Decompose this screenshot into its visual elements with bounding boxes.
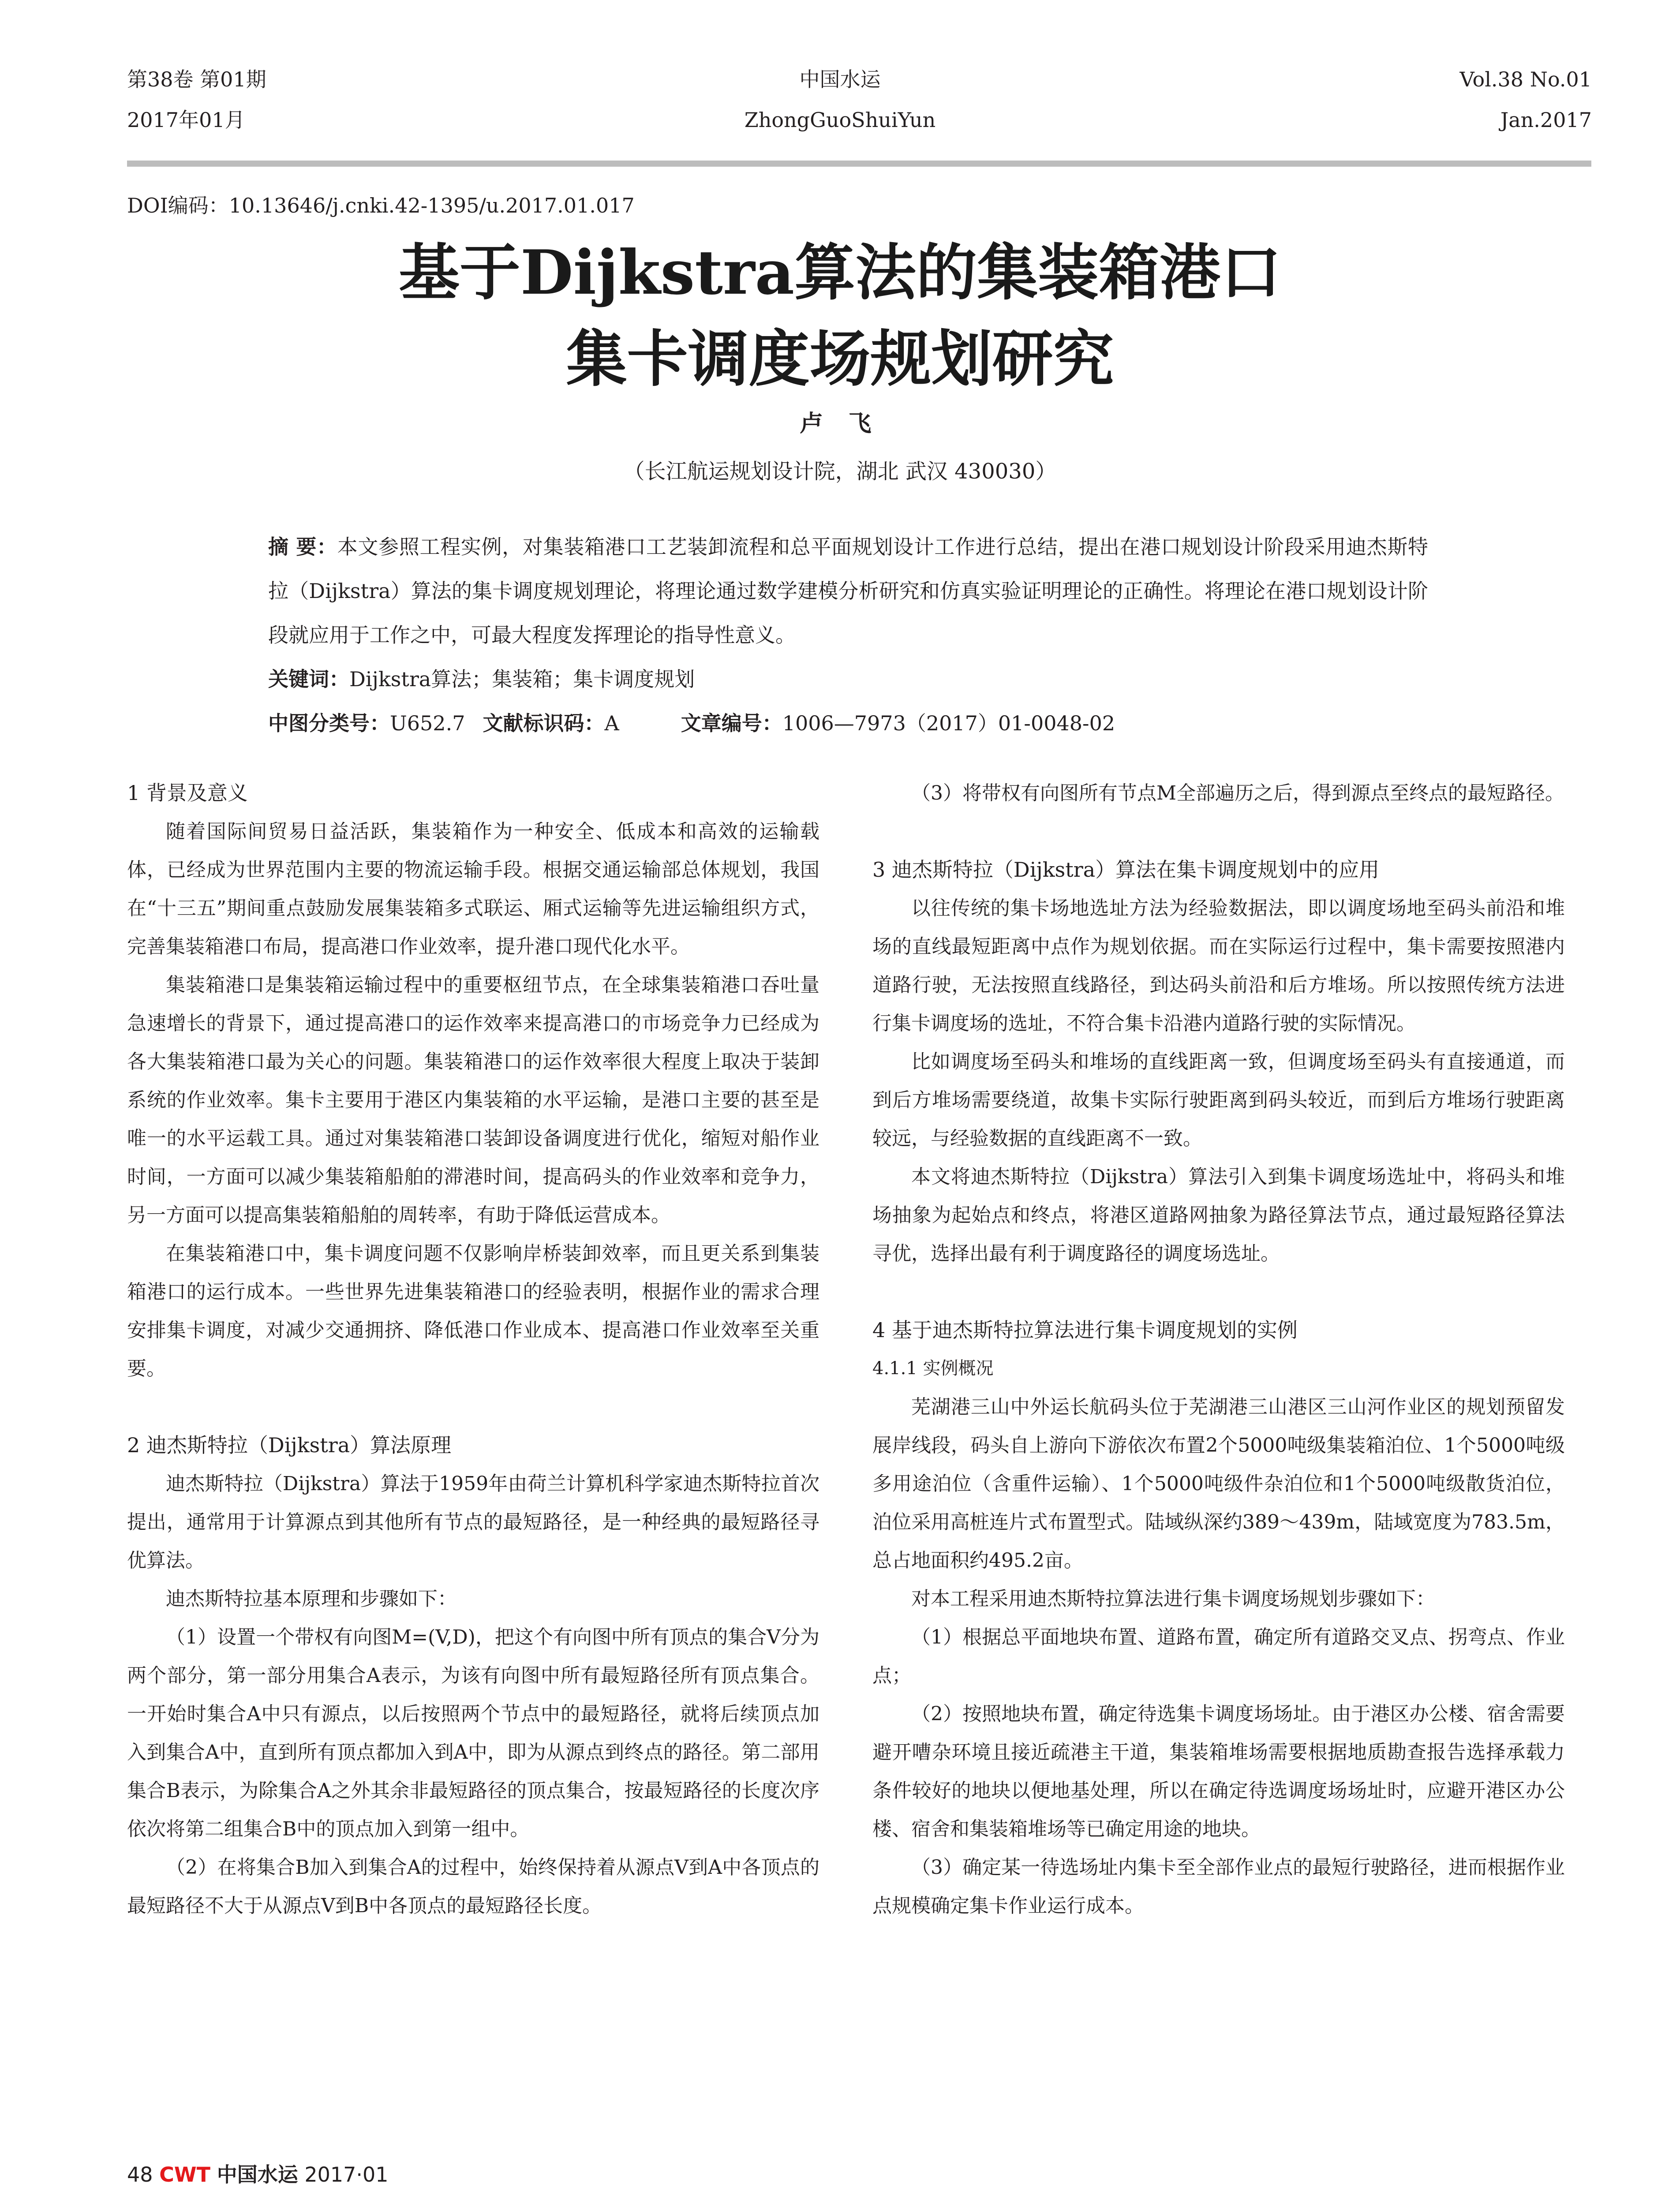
section-2-heading: 2 迪杰斯特拉（Dijkstra）算法原理 — [127, 1433, 452, 1457]
abstract-paragraph — [268, 525, 1428, 657]
keywords-line — [268, 657, 1428, 701]
section-4-paragraph: （1）根据总平面地块布置、道路布置，确定所有道路交叉点、拐弯点、作业点； — [872, 1626, 1565, 1687]
title-line-1: 基于Dijkstra算法的集装箱港口 — [398, 236, 1282, 308]
keywords: Dijkstra算法；集装箱；集卡调度规划 — [349, 667, 695, 691]
header-journal-name: 中国水运 — [799, 67, 881, 91]
clc-value: U652.7 — [390, 711, 465, 735]
header-journal-pinyin: ZhongGuoShuiYun — [744, 108, 936, 132]
articleno-label: 文章编号： — [681, 711, 782, 735]
abstract-label: 摘 要： — [268, 535, 337, 559]
section-4-paragraph: 对本工程采用迪杰斯特拉算法进行集卡调度场规划步骤如下： — [911, 1588, 1435, 1610]
section-3-heading: 3 迪杰斯特拉（Dijkstra）算法在集卡调度规划中的应用 — [872, 858, 1380, 882]
cwt-logo: CWT — [159, 2163, 211, 2186]
section-2-paragraph: （3）将带权有向图所有节点M全部遍历之后，得到源点至终点的最短路径。 — [911, 782, 1565, 804]
title-line-2: 集卡调度场规划研究 — [566, 323, 1114, 395]
keywords-label: 关键词： — [268, 667, 349, 691]
section-3-paragraph: 比如调度场至码头和堆场的直线距离一致，但调度场至码头有直接通道，而到后方堆场需要绕道，故集卡实际行驶距离到码头较近，而到后方堆场行驶距离较远，与经验数据的直线距离不一致。 — [872, 1050, 1565, 1150]
abstract-text: 本文参照工程实例，对集装箱港口工艺装卸流程和总平面规划设计工作进行总结，提出在港口规划设计阶段采用迪杰斯特拉（Dijkstra）算法的集卡调度规划理论，将理论通过数学建模分析研究和仿真实验证明理论的正确性。将理论在港口规划设计阶段就应用于工作之中，可最大程度发挥理论的指导性意义。 — [268, 535, 1429, 647]
section-2-paragraph: （1）设置一个带权有向图M=(V,D)，把这个有向图中所有顶点的集合V分为两个部分，第一部分用集合A表示，为该有向图中所有最短路径所有顶点集合。一开始时集合A中只有源点，以后按照两个节点中的最短路径，就将后续顶点加入到集合A中，直到所有顶点都加入到A中，即为从源点到终点的路径。第二部用集合B表示，为除集合A之外其余非最短路径的顶点集合，按最短路径的长度次序依次将第二组集合B中的顶点加入到第一组中。 — [127, 1626, 819, 1840]
footer-issue: 2017·01 — [304, 2163, 389, 2186]
section-2-paragraph: （2）在将集合B加入到集合A的过程中，始终保持着从源点V到A中各顶点的最短路径不大于从源点V到B中各顶点的最短路径长度。 — [127, 1856, 819, 1917]
section-2-paragraph: 迪杰斯特拉（Dijkstra）算法于1959年由荷兰计算机科学家迪杰斯特拉首次提出，通常用于计算源点到其他所有节点的最短路径，是一种经典的最短路径寻优算法。 — [127, 1472, 819, 1572]
section-3-paragraph: 本文将迪杰斯特拉（Dijkstra）算法引入到集卡调度场选址中，将码头和堆场抽象为起始点和终点，将港区道路网抽象为路径算法节点，通过最短路径算法寻优，选择出最有利于调度路径的调度场选址。 — [872, 1166, 1565, 1265]
header-vol-no: Vol.38 No.01 — [1459, 67, 1592, 91]
header-volume-issue: 第38卷 第01期 — [127, 67, 266, 91]
left-column — [127, 774, 819, 1925]
doccode-label: 文献标识码： — [483, 711, 605, 735]
section-1-paragraph: 在集装箱港口中，集卡调度问题不仅影响岸桥装卸效率，而且更关系到集装箱港口的运行成本。一些世界先进集装箱港口的经验表明，根据作业的需求合理安排集卡调度，对减少交通拥挤、降低港口作业成本、提高港口作业效率至关重要。 — [127, 1242, 819, 1380]
section-4-paragraph: 芜湖港三山中外运长航码头位于芜湖港三山港区三山河作业区的规划预留发展岸线段，码头自上游向下游依次布置2个5000吨级集装箱泊位、1个5000吨级多用途泊位（含重件运输）、1个5000吨级件杂泊位和1个5000吨级散货泊位，泊位采用高桩连片式布置型式。陆域纵深约389～439m，陆域宽度为783.5m，总占地面积约495.2亩。 — [872, 1396, 1565, 1572]
articleno-value: 1006—7973（2017）01-0048-02 — [782, 711, 1115, 735]
right-column — [872, 774, 1565, 1925]
section-4-paragraph: （2）按照地块布置，确定待选集卡调度场场址。由于港区办公楼、宿舍需要避开嘈杂环境且接近疏港主干道，集装箱堆场需要根据地质勘查报告选择承载力条件较好的地块以便地基处理，所以在确定待选调度场场址时，应避开港区办公楼、宿舍和集装箱堆场等已确定用途的地块。 — [872, 1703, 1565, 1840]
classification-line — [268, 701, 1428, 745]
page-number: 48 — [127, 2163, 153, 2186]
header-date: 2017年01月 — [127, 108, 245, 132]
header-date-en: Jan.2017 — [1500, 108, 1592, 132]
section-4-heading: 4 基于迪杰斯特拉算法进行集卡调度规划的实例 — [872, 1318, 1298, 1342]
page-footer — [127, 2159, 389, 2188]
clc-label: 中图分类号： — [268, 711, 390, 735]
affiliation: （长江航运规划设计院，湖北 武汉 430030） — [623, 459, 1057, 484]
section-1-paragraph: 集装箱港口是集装箱运输过程中的重要枢纽节点，在全球集装箱港口吞吐量急速增长的背景下，通过提高港口的运作效率来提高港口的市场竞争力已经成为各大集装箱港口最为关心的问题。集装箱港口的运作效率很大程度上取决于装卸系统的作业效率。集卡主要用于港区内集装箱的水平运输，是港口主要的甚至是唯一的水平运载工具。通过对集装箱港口装卸设备调度进行优化，缩短对船作业时间，一方面可以减少集装箱船舶的滞港时间，提高码头的作业效率和竞争力，另一方面可以提高集装箱船舶的周转率，有助于降低运营成本。 — [127, 974, 819, 1226]
article-title — [0, 229, 1680, 402]
footer-magazine: 中国水运 — [217, 2163, 298, 2186]
author: 卢 飞 — [800, 410, 880, 437]
header-rule — [127, 161, 1591, 167]
section-3-paragraph: 以往传统的集卡场地选址方法为经验数据法，即以调度场地至码头前沿和堆场的直线最短距离中点作为规划依据。而在实际运行过程中，集卡需要按照港内道路行驶，无法按照直线路径，到达码头前沿和后方堆场。所以按照传统方法进行集卡调度场的选址，不符合集卡沿港内道路行驶的实际情况。 — [872, 897, 1565, 1035]
section-1-paragraph: 随着国际间贸易日益活跃，集装箱作为一种安全、低成本和高效的运输载体，已经成为世界范围内主要的物流运输手段。根据交通运输部总体规划，我国在“十三五”期间重点鼓励发展集装箱多式联运、厢式运输等先进运输组织方式，完善集装箱港口布局，提高港口作业效率，提升港口现代化水平。 — [127, 820, 819, 958]
section-2-paragraph: 迪杰斯特拉基本原理和步骤如下： — [166, 1588, 457, 1610]
abstract-block — [268, 525, 1428, 745]
section-4-paragraph: （3）确定某一待选场址内集卡至全部作业点的最短行驶路径，进而根据作业点规模确定集卡作业运行成本。 — [872, 1856, 1565, 1917]
doccode-value: A — [604, 711, 619, 735]
section-1-heading: 1 背景及意义 — [127, 781, 248, 805]
doi-line: DOI编码：10.13646/j.cnki.42-1395/u.2017.01.017 — [127, 194, 635, 217]
subsection-4-1-1-heading: 4.1.1 实例概况 — [872, 1358, 994, 1379]
